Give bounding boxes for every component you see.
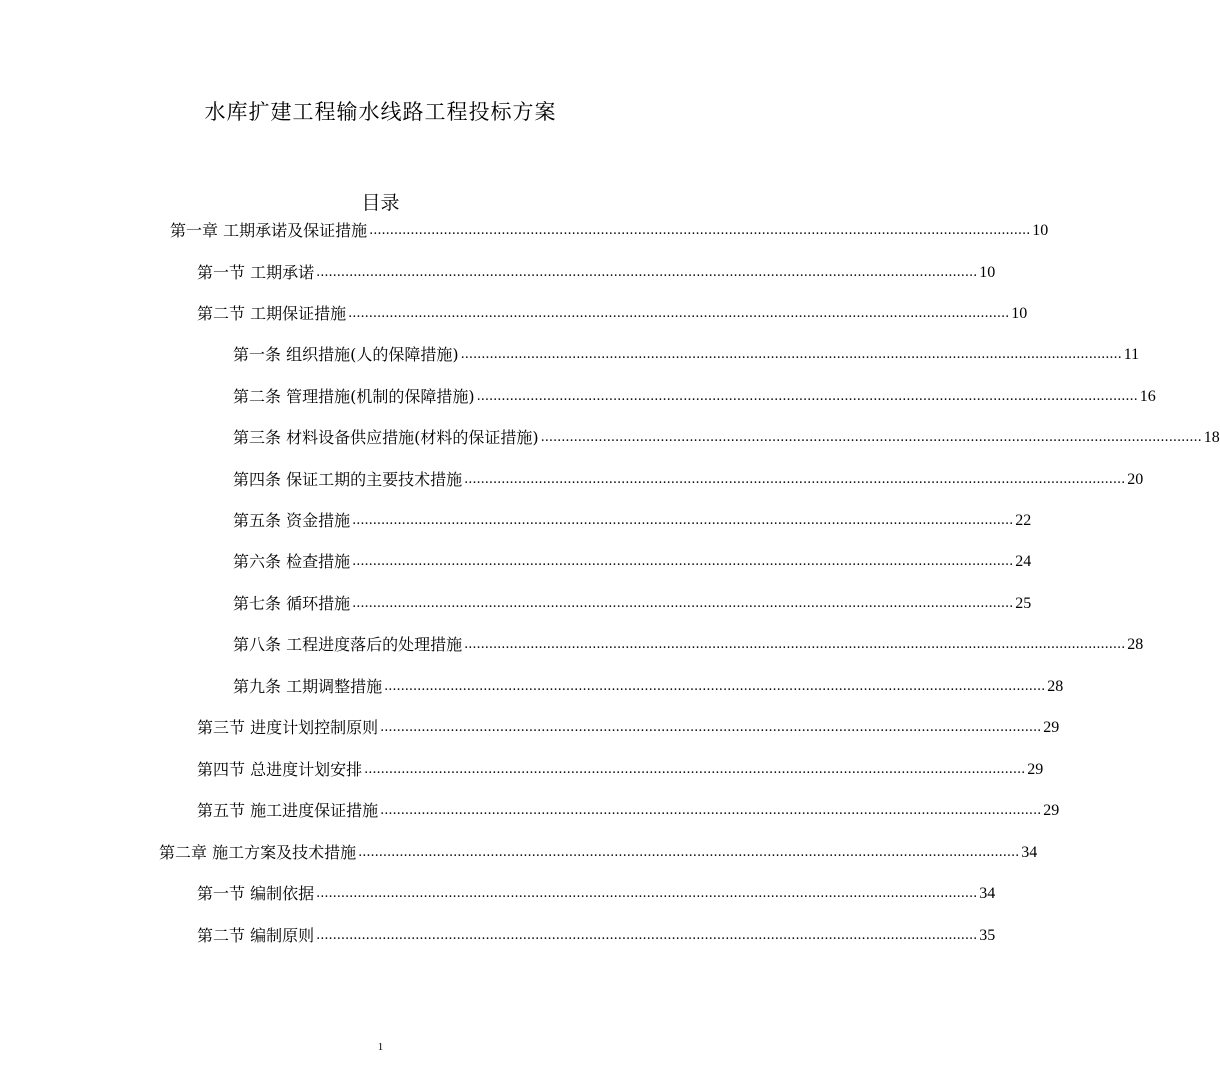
toc-entry-label: 第六条 检查措施 (233, 552, 351, 571)
toc-entry-page: 29 (1027, 761, 1044, 778)
toc-leader-dots: ................................................................................................................................................................ (364, 762, 1026, 777)
toc-leader-dots: ................................................................................................................................................................ (348, 306, 1010, 321)
toc-entry-label: 第三节 进度计划控制原则 (197, 718, 379, 737)
toc-entry-article-4[interactable] (233, 467, 1144, 491)
toc-entry-section-1-2[interactable] (197, 301, 1028, 325)
toc-leader-dots: ................................................................................................................................................................ (352, 554, 1014, 569)
toc-entry-page: 18 (1203, 429, 1220, 446)
toc-entry-section-1-3[interactable] (197, 715, 1060, 739)
toc-leader-dots: ................................................................................................................................................................ (380, 720, 1042, 735)
page-number: 1 (377, 1041, 384, 1053)
toc-entry-page: 10 (1011, 305, 1028, 322)
toc-entry-page: 35 (979, 927, 996, 944)
toc-heading: 目录 (361, 192, 400, 214)
toc-entry-label: 第五节 施工进度保证措施 (197, 801, 379, 820)
toc-entry-page: 10 (1032, 222, 1049, 239)
toc-entry-article-2[interactable] (233, 384, 1156, 408)
toc-entry-article-7[interactable] (233, 591, 1032, 615)
toc-leader-dots: ................................................................................................................................................................ (316, 265, 978, 280)
toc-leader-dots: ................................................................................................................................................................ (540, 430, 1202, 445)
toc-entry-label: 第二节 工期保证措施 (197, 304, 347, 323)
toc-entry-page: 22 (1015, 512, 1032, 529)
toc-entry-page: 28 (1127, 636, 1144, 653)
toc-leader-dots: ................................................................................................................................................................ (464, 637, 1126, 652)
toc-entry-page: 20 (1127, 471, 1144, 488)
toc-entry-label: 第一节 编制依据 (197, 884, 315, 903)
toc-entry-article-3[interactable] (233, 425, 1220, 449)
toc-leader-dots: ................................................................................................................................................................ (384, 679, 1046, 694)
toc-leader-dots: ................................................................................................................................................................ (352, 513, 1014, 528)
toc-entry-label: 第八条 工程进度落后的处理措施 (233, 635, 463, 654)
toc-leader-dots: ................................................................................................................................................................ (464, 472, 1126, 487)
toc-entry-page: 11 (1123, 346, 1140, 363)
toc-leader-dots: ................................................................................................................................................................ (316, 886, 978, 901)
document-title: 水库扩建工程输水线路工程投标方案 (204, 100, 557, 124)
toc-entry-label: 第九条 工期调整措施 (233, 677, 383, 696)
toc-leader-dots: ................................................................................................................................................................ (316, 928, 978, 943)
toc-entry-label: 第二节 编制原则 (197, 926, 315, 945)
toc-entry-label: 第五条 资金措施 (233, 511, 351, 530)
toc-entry-label: 第四节 总进度计划安排 (197, 760, 363, 779)
toc-entry-section-1-4[interactable] (197, 757, 1044, 781)
toc-entry-label: 第一条 组织措施(人的保障措施) (233, 345, 459, 364)
toc-entry-chapter-2[interactable] (159, 840, 1038, 864)
toc-entry-page: 29 (1043, 802, 1060, 819)
toc-entry-page: 16 (1139, 388, 1156, 405)
toc-entry-label: 第三条 材料设备供应措施(材料的保证措施) (233, 428, 539, 447)
toc-entry-page: 24 (1015, 553, 1032, 570)
toc-entry-label: 第二章 施工方案及技术措施 (159, 843, 357, 862)
toc-entry-article-8[interactable] (233, 632, 1144, 656)
toc-entry-page: 29 (1043, 719, 1060, 736)
toc-entry-article-5[interactable] (233, 508, 1032, 532)
toc-entry-article-1[interactable] (233, 342, 1140, 366)
toc-entry-section-1-5[interactable] (197, 798, 1060, 822)
toc-entry-page: 28 (1047, 678, 1064, 695)
toc-entry-page: 25 (1015, 595, 1032, 612)
toc-leader-dots: ................................................................................................................................................................ (380, 803, 1042, 818)
toc-entry-label: 第四条 保证工期的主要技术措施 (233, 470, 463, 489)
toc-entry-label: 第一章 工期承诺及保证措施 (170, 221, 368, 240)
toc-leader-dots: ................................................................................................................................................................ (352, 596, 1014, 611)
toc-entry-article-6[interactable] (233, 549, 1032, 573)
toc-entry-section-1-1[interactable] (197, 260, 996, 284)
toc-entry-label: 第二条 管理措施(机制的保障措施) (233, 387, 475, 406)
toc-entry-article-9[interactable] (233, 674, 1064, 698)
toc-leader-dots: ................................................................................................................................................................ (476, 389, 1138, 404)
toc-entry-chapter-1[interactable] (170, 218, 1049, 242)
toc-entry-label: 第一节 工期承诺 (197, 263, 315, 282)
toc-entry-section-2-1[interactable] (197, 881, 996, 905)
toc-entry-page: 10 (979, 264, 996, 281)
toc-entry-page: 34 (1021, 844, 1038, 861)
toc-entry-section-2-2[interactable] (197, 923, 996, 947)
toc-entry-label: 第七条 循环措施 (233, 594, 351, 613)
toc-leader-dots: ................................................................................................................................................................ (460, 347, 1122, 362)
toc-entry-page: 34 (979, 885, 996, 902)
toc-leader-dots: ................................................................................................................................................................ (369, 223, 1031, 238)
toc-leader-dots: ................................................................................................................................................................ (358, 845, 1020, 860)
